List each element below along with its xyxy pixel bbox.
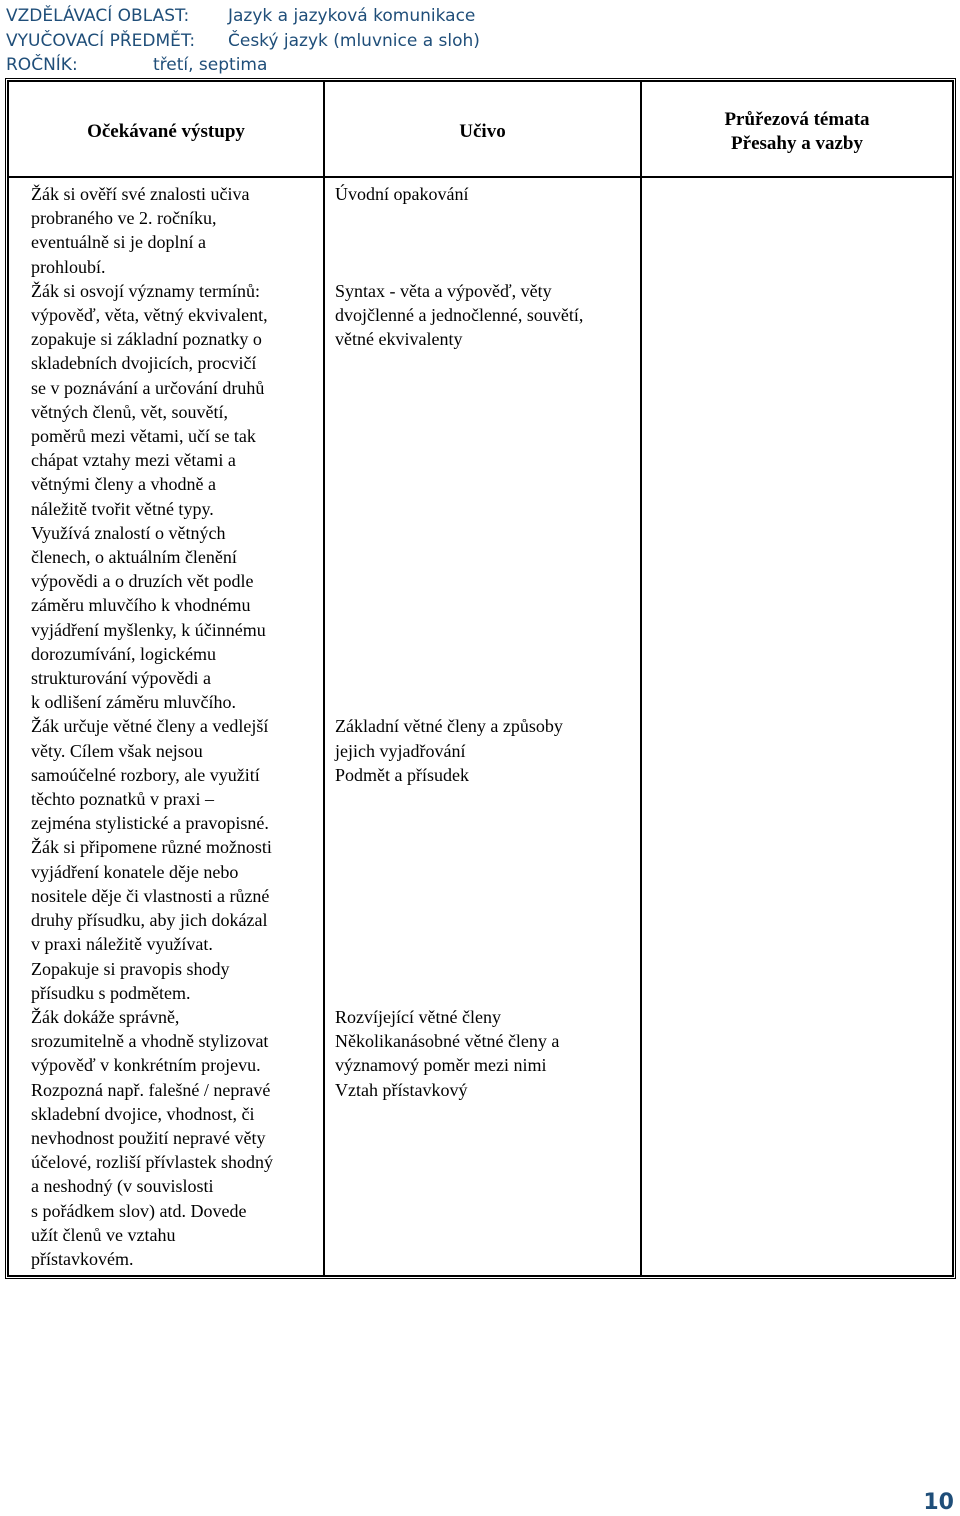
outcome-line: užít členů ve vztahu	[31, 1224, 176, 1245]
outcome-line: Žák si ověří své znalosti učiva	[31, 184, 250, 204]
content-line: Úvodní opakování	[335, 184, 469, 204]
outcome-line: zejména stylistické a pravopisné.	[31, 813, 269, 834]
outcome-line: chápat vztahy mezi větami a	[31, 450, 236, 471]
content-line: Syntax - věta a výpověď, věty	[335, 280, 552, 301]
outcome-line: Využívá znalostí o větných	[31, 522, 226, 543]
content-line: Vztah přístavkový	[335, 1079, 468, 1100]
outcome-line: výpověď, věta, větný ekvivalent,	[31, 305, 268, 326]
area-label: VZDĚLÁVACÍ OBLAST:	[6, 6, 190, 26]
outcome-line: skladebních dvojicích, procvičí	[31, 353, 257, 374]
grade-row	[6, 53, 268, 78]
content-line: Několikanásobné větné členy a	[335, 1031, 560, 1052]
outcomes-cell	[8, 177, 324, 1276]
spacer	[335, 642, 632, 666]
outcome-line: věty. Cílem však nejsou	[31, 740, 203, 761]
spacer	[335, 618, 632, 642]
outcome-line: samoúčelné rozbory, ale využití	[31, 764, 260, 785]
grade-value: třetí, septima	[153, 55, 268, 75]
outcome-line: přístavkovém.	[31, 1248, 134, 1269]
outcome-line: Žák určuje větné členy a vedlejší	[31, 716, 269, 737]
outcome-line: Žák si osvojí významy termínů:	[31, 280, 260, 301]
header-outcomes-label: Očekávané výstupy	[87, 121, 245, 142]
outcome-line: eventuálně si je doplní a	[31, 232, 206, 253]
outcome-line: výpovědi a o druzích vět podle	[31, 571, 254, 592]
spacer	[335, 908, 632, 932]
subject-value: Český jazyk (mluvnice a sloh)	[228, 30, 480, 51]
subject-row	[6, 29, 480, 54]
spacer	[335, 521, 632, 545]
themes-cell	[641, 177, 953, 1276]
area-row	[6, 4, 476, 29]
spacer	[335, 690, 632, 714]
outcome-line: se v poznávání a určování druhů	[31, 377, 265, 398]
spacer	[335, 884, 632, 908]
spacer	[335, 981, 632, 1005]
spacer	[335, 472, 632, 496]
spacer	[335, 545, 632, 569]
page-number: 10	[923, 1490, 954, 1515]
outcome-line: probraného ve 2. ročníku,	[31, 208, 217, 229]
spacer	[335, 351, 632, 375]
outcome-line: záměru mluvčího k vhodnému	[31, 595, 251, 616]
outcome-line: prohloubí.	[31, 256, 106, 277]
spacer	[335, 497, 632, 521]
spacer	[335, 448, 632, 472]
outcome-line: dorozumívání, logickému	[31, 643, 216, 664]
outcome-line: výpověď v konkrétním projevu.	[31, 1055, 261, 1076]
spacer	[335, 957, 632, 981]
outcome-line: Zopakuje si pravopis shody	[31, 958, 230, 979]
outcome-line: účelové, rozliší přívlastek shodný	[31, 1152, 273, 1173]
outcome-line: náležitě tvořit větné typy.	[31, 498, 214, 519]
header-themes	[641, 81, 953, 177]
outcome-line: k odlišení záměru mluvčího.	[31, 692, 236, 713]
outcome-line: Žák si připomene různé možnosti	[31, 837, 272, 858]
header-content-label: Učivo	[459, 121, 506, 142]
outcome-line: s pořádkem slov) atd. Dovede	[31, 1200, 247, 1221]
spacer	[335, 787, 632, 811]
content-line: Podmět a přísudek	[335, 764, 469, 785]
document-header	[6, 4, 480, 78]
outcome-line: těchto poznatků v praxi –	[31, 789, 214, 810]
header-outcomes	[8, 81, 324, 177]
outcome-line: Žák dokáže správně,	[31, 1006, 180, 1027]
outcome-line: vyjádření konatele děje nebo	[31, 861, 239, 882]
outcome-line: druhy přísudku, aby jich dokázal	[31, 910, 268, 931]
spacer	[335, 400, 632, 424]
content-line: Rozvíjející větné členy	[335, 1006, 501, 1027]
spacer	[335, 255, 632, 279]
spacer	[335, 230, 632, 254]
outcome-line: zopakuje si základní poznatky o	[31, 329, 262, 350]
table-header-row	[8, 81, 953, 177]
outcome-line: a neshodný (v souvislosti	[31, 1176, 214, 1197]
spacer	[335, 424, 632, 448]
subject-label: VYUČOVACÍ PŘEDMĚT:	[6, 30, 196, 51]
outcome-line: členech, o aktuálním členění	[31, 547, 237, 568]
outcome-line: v praxi náležitě využívat.	[31, 934, 213, 955]
spacer	[335, 376, 632, 400]
outcome-line: skladební dvojice, vhodnost, či	[31, 1103, 255, 1124]
outcome-line: poměrů mezi větami, učí se tak	[31, 426, 256, 447]
spacer	[335, 932, 632, 956]
outcome-line: strukturování výpovědi a	[31, 668, 211, 689]
outcome-line: přísudku s podmětem.	[31, 982, 191, 1003]
outcome-line: větných členů, vět, souvětí,	[31, 401, 228, 422]
area-value: Jazyk a jazyková komunikace	[228, 6, 476, 26]
outcome-line: vyjádření myšlenky, k účinnému	[31, 619, 266, 640]
spacer	[335, 206, 632, 230]
outcome-line: větnými členy a vhodně a	[31, 474, 216, 495]
curriculum-table	[5, 78, 956, 1279]
content-line: větné ekvivalenty	[335, 329, 463, 350]
outcome-line: srozumitelně a vhodně stylizovat	[31, 1031, 269, 1052]
header-content	[324, 81, 641, 177]
content-cell	[324, 177, 641, 1276]
content-line: významový poměr mezi nimi	[335, 1055, 547, 1076]
spacer	[335, 835, 632, 859]
header-themes-line2: Přesahy a vazby	[731, 133, 863, 154]
spacer	[335, 666, 632, 690]
spacer	[335, 860, 632, 884]
content-line: jejich vyjadřování	[335, 740, 466, 761]
table-row	[8, 177, 953, 1276]
spacer	[335, 593, 632, 617]
outcome-line: nositele děje či vlastnosti a různé	[31, 885, 270, 906]
header-themes-line1: Průřezová témata	[724, 109, 870, 130]
content-line: dvojčlenné a jednočlenné, souvětí,	[335, 305, 584, 326]
spacer	[335, 811, 632, 835]
content-line: Základní větné členy a způsoby	[335, 716, 563, 737]
grade-label: ROČNÍK:	[6, 55, 78, 75]
outcome-line: nevhodnost použití nepravé věty	[31, 1127, 266, 1148]
outcome-line: Rozpozná např. falešné / nepravé	[31, 1079, 271, 1100]
spacer	[335, 569, 632, 593]
